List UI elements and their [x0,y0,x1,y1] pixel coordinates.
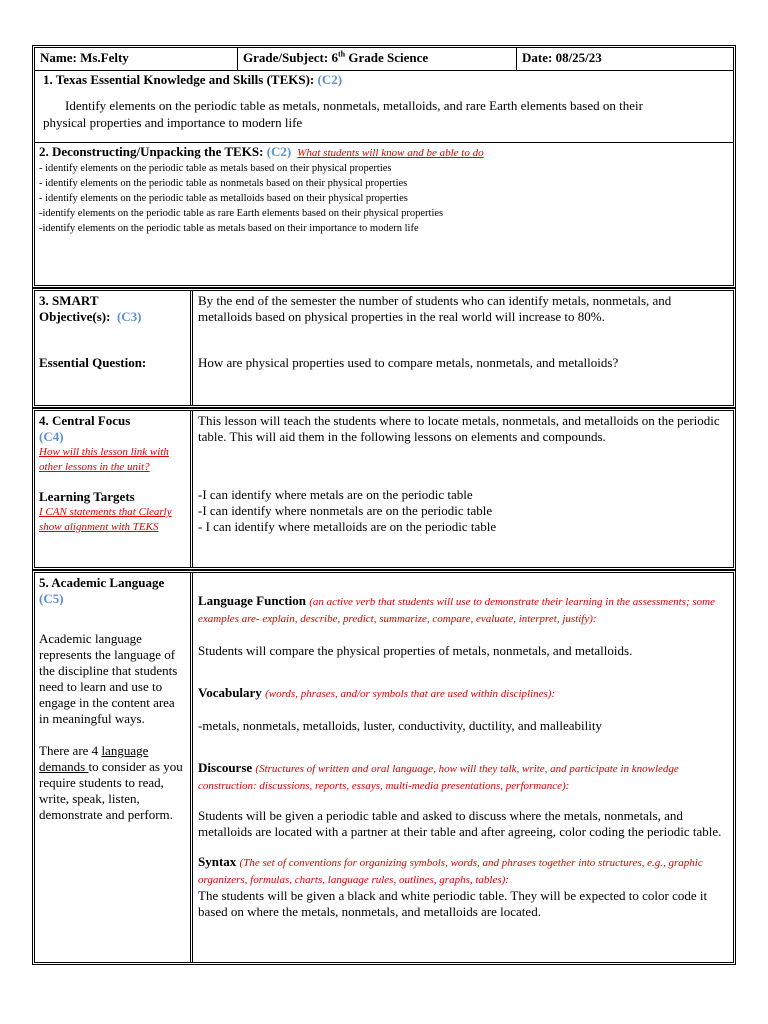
unpacking-title [39,144,729,161]
learning-target: - I can identify where metalloids are on the periodic table [198,519,497,534]
unpacking-item: - identify elements on the periodic table as nonmetals based on their physical properties [39,178,408,189]
discourse-head [198,760,728,794]
syntax-text: The students will be given a black and white periodic table. They will be expected to color code it based on where the metals, nonmetals, and metalloids are located. [198,888,708,919]
unpacking-note: What students will know and be able to do [297,147,484,159]
syntax-note: (The set of conventions for organizing symbols, words, and phrases together into structures, e.g., graphic organizers, formulas, charts, language rules, outlines, graphs, tables): [198,857,703,886]
teks-line-2: physical properties and importance to modern life [43,115,303,130]
grade-post: Grade Science [345,50,429,65]
central-focus-row [32,408,736,570]
demands-pre: There are 4 [39,743,102,758]
language-demands-text [39,743,186,823]
teks-line-1: Identify elements on the periodic table as metals, nonmetals, metalloids, and rare Earth elements based on their [65,98,643,113]
learning-target: -I can identify where metals are on the periodic table [198,487,473,502]
vocabulary-head [198,685,728,702]
header-and-teks-box [32,45,736,288]
academic-language-right [193,573,733,962]
grade-pre: Grade/Subject: 6 [243,50,338,65]
unpacking-item: - identify elements on the periodic table as metalloids based on their physical properties [39,193,408,204]
smart-label-2 [39,309,186,325]
teks-title-text: 1. Texas Essential Knowledge and Skills (TEKS): [43,72,315,87]
header-row [35,48,733,71]
teks-text [43,97,725,131]
discourse-title: Discourse [198,760,253,775]
discourse-text: Students will be given a periodic table and asked to discuss where the metals, nonmetals, and metalloids are located with a partner at their table and after agreeing, color coding the periodic table. [198,808,722,839]
essential-question-label: Essential Question: [39,355,147,370]
learning-targets-label: Learning Targets [39,489,135,504]
language-function-note: (an active verb that students will use to demonstrate their learning in the assessments; some examples are- explain, describe, predict, summarize, compare, evaluate, interpret, justify): [198,596,715,625]
smart-label: 3. SMART [39,293,99,308]
academic-language-desc: Academic language represents the language of the discipline that students need to learn and use to engage in the content area in meaningful ways. [39,631,178,726]
unpacking-list [39,161,729,236]
teks-section [35,71,733,143]
unpacking-item: -identify elements on the periodic table as metals based on their importance to modern life [39,223,419,234]
central-focus-label: 4. Central Focus [39,413,131,428]
grade-sup: th [337,49,346,59]
lesson-plan [32,45,736,965]
smart-objective-text: By the end of the semester the number of students who can identify metals, nonmetals, and metalloids based on physical properties in the real world will increase to 80%. [198,293,672,324]
academic-language-code: (C5) [39,591,64,606]
teacher-name: Name: Ms.Felty [35,48,238,70]
central-focus-left [35,411,193,567]
central-focus-code: (C4) [39,429,64,444]
syntax-title: Syntax [198,854,237,869]
lesson-date: Date: 08/25/23 [522,50,602,65]
smart-right [193,291,733,405]
smart-code: (C3) [116,309,142,324]
smart-label-2-text: Objective(s): [39,309,111,324]
vocabulary-title: Vocabulary [198,685,262,700]
discourse-note: (Structures of written and oral language, how will they talk, write, and participate in knowledge construction: discussions, reports, essays, multi-media presentations, performance): [198,763,679,792]
central-focus-right [193,411,733,567]
language-function-head [198,593,728,627]
essential-question-text: How are physical properties used to compare metals, nonmetals, and metalloids? [198,355,619,370]
syntax-head [198,854,728,888]
learning-target: -I can identify where nonmetals are on the periodic table [198,503,493,518]
teks-title [43,72,725,88]
academic-language-label: 5. Academic Language [39,575,165,590]
grade-subject [238,48,517,70]
vocabulary-text: -metals, nonmetals, metalloids, luster, conductivity, ductility, and malleability [198,718,602,733]
smart-left [35,291,193,405]
language-function-title: Language Function [198,593,306,608]
unpacking-item: - identify elements on the periodic table as metals based on their physical properties [39,163,392,174]
demands-post: to consider as you require students to read, write, speak, listen, demonstrate and perform. [39,759,183,822]
language-function-text: Students will compare the physical properties of metals, nonmetals, and metalloids. [198,643,633,658]
unpacking-title-text: 2. Deconstructing/Unpacking the TEKS: [39,144,264,159]
vocabulary-note: (words, phrases, and/or symbols that are used within disciplines): [265,688,556,700]
unpacking-item: -identify elements on the periodic table as rare Earth elements based on their physical properties [39,208,444,219]
unpacking-section [35,143,733,285]
central-focus-text: This lesson will teach the students where to locate metals, nonmetals, and metalloids on the periodic table. This will aid them in the following lessons on elements and compounds. [198,413,720,444]
academic-language-left [35,573,193,962]
smart-row [32,288,736,408]
demands-underlined: language demands [39,743,149,774]
learning-targets-note: I CAN statements that Clearly show alignment with TEKS [39,506,172,533]
teks-code: (C2) [317,72,343,87]
unpacking-code: (C2) [266,144,292,159]
learning-targets-list [198,487,728,535]
academic-language-row [32,570,736,965]
central-focus-note: How will this lesson link with other lessons in the unit? [39,446,169,473]
